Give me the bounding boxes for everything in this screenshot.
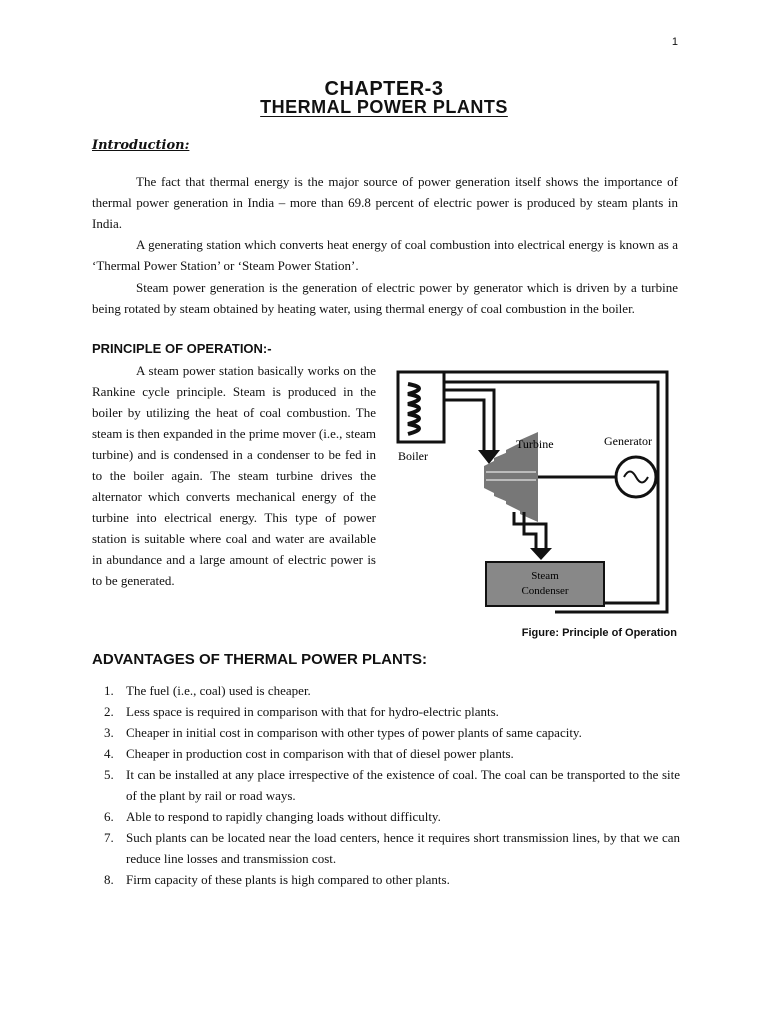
list-item-text: Less space is required in comparison with that for hydro-electric plants. [126, 704, 499, 719]
turbine-label: Turbine [516, 437, 554, 451]
advantages-heading: ADVANTAGES OF THERMAL POWER PLANTS: [92, 651, 427, 668]
list-item-text: Firm capacity of these plants is high compared to other plants. [126, 872, 450, 887]
turbine-blade [494, 452, 508, 502]
intro-paragraph-3: Steam power generation is the generation of electric power by generator which is driven by a turbine being rotated by steam obtained by heating water, using thermal energy of coal combustion in the boiler. [92, 280, 678, 316]
list-item-number: 1. [104, 683, 114, 698]
condenser-box [486, 562, 604, 606]
intro-paragraph-2: A generating station which converts heat energy of coal combustion into electrical energy is known as a ‘Thermal Power Station’ or ‘Steam Power Station’. [92, 237, 678, 273]
list-item-text: The fuel (i.e., coal) used is cheaper. [126, 683, 311, 698]
introduction-heading: Introduction: [92, 138, 190, 153]
principle-text: A steam power station basically works on the Rankine cycle principle. Steam is produced in the boiler by utilizing the heat of coal combustion. The steam is then expanded in the prime mover (i.e., steam turbine) and is condensed in a condenser to be fed in to the boiler again. The steam turbine drives the alternator which converts mechanical energy of the turbine into electrical energy. This type of power station is suitable where coal and water are available in abundance and a large amount of electric power is to be generated. [92, 363, 376, 588]
condenser-label-line1: Steam [531, 570, 559, 582]
list-item [92, 701, 680, 722]
list-item-text: Cheaper in initial cost in comparison with other types of power plants of same capacity. [126, 725, 582, 740]
list-item-text: Cheaper in production cost in comparison with that of diesel power plants. [126, 746, 514, 761]
condenser-label-line2: Condenser [521, 585, 569, 597]
page-number: 1 [671, 36, 678, 48]
list-item [92, 722, 680, 743]
list-item-number: 8. [104, 872, 114, 887]
list-item [92, 869, 680, 890]
power-plant-diagram [390, 362, 690, 620]
list-item [92, 806, 680, 827]
turbine-blade [506, 442, 522, 512]
chapter-number: CHAPTER-3 [324, 78, 444, 100]
chapter-title: THERMAL POWER PLANTS [260, 97, 508, 117]
list-item-text: It can be installed at any place irrespective of the existence of coal. The coal can be transported to the site of the plant by rail or road ways. [126, 767, 680, 803]
list-item-text: Such plants can be located near the load centers, hence it requires short transmission lines, by that we can reduce line losses and transmission cost. [126, 830, 680, 866]
list-item-text: Able to respond to rapidly changing loads without difficulty. [126, 809, 441, 824]
figure-caption: Figure: Principle of Operation [521, 627, 677, 639]
list-item-number: 6. [104, 809, 114, 824]
intro-paragraph-1: The fact that thermal energy is the major source of power generation itself shows the importance of thermal power generation in India – more than 69.8 percent of electric power is produced by steam plants in India. [92, 174, 678, 231]
principle-heading: PRINCIPLE OF OPERATION:- [92, 341, 272, 356]
boiler-box [398, 372, 444, 442]
list-item [92, 680, 680, 701]
generator-label: Generator [604, 434, 652, 448]
list-item-number: 4. [104, 746, 114, 761]
exhaust-arrow [530, 548, 552, 560]
list-item [92, 764, 680, 806]
boiler-label: Boiler [398, 449, 428, 463]
list-item-number: 5. [104, 767, 114, 782]
list-item [92, 743, 680, 764]
list-item-number: 2. [104, 704, 114, 719]
steam-pipe-inner [444, 400, 484, 450]
list-item-number: 3. [104, 725, 114, 740]
list-item-number: 7. [104, 830, 114, 845]
advantages-list [92, 680, 680, 890]
list-item [92, 827, 680, 869]
principle-figure [390, 362, 690, 620]
